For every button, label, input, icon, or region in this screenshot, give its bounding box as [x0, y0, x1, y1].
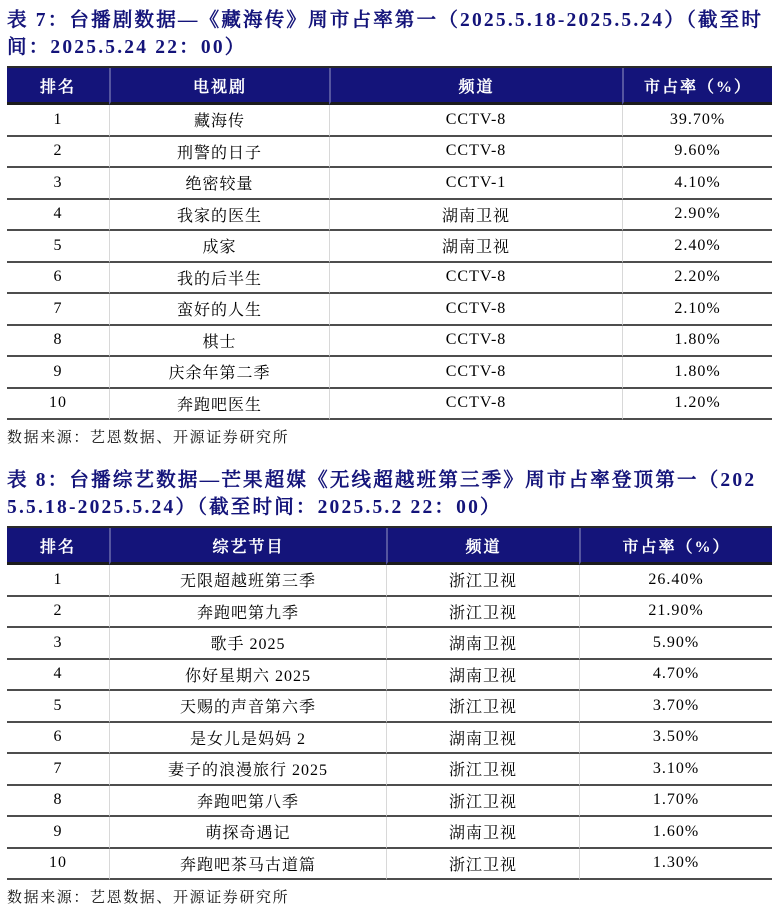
share-cell: 1.70%: [579, 786, 772, 818]
name-cell: 我的后半生: [109, 263, 329, 295]
rank-cell: 6: [7, 723, 109, 755]
table-row: [7, 628, 772, 660]
column-header-program: 综艺节目: [109, 528, 386, 565]
name-cell: 成家: [109, 231, 329, 263]
table-row: [7, 723, 772, 755]
column-header-rank: 排名: [7, 528, 109, 565]
name-cell: 棋士: [109, 326, 329, 358]
table-row: [7, 597, 772, 629]
channel-cell: 浙江卫视: [386, 754, 579, 786]
tv-drama-table-section: [7, 4, 772, 455]
share-cell: 2.90%: [622, 200, 772, 232]
table-row: [7, 849, 772, 881]
table-row: [7, 357, 772, 389]
name-cell: 萌探奇遇记: [109, 817, 386, 849]
rank-cell: 8: [7, 786, 109, 818]
column-header-rank: 排名: [7, 68, 109, 105]
name-cell: 绝密较量: [109, 168, 329, 200]
rank-cell: 6: [7, 263, 109, 295]
name-cell: 歌手 2025: [109, 628, 386, 660]
table-row: [7, 168, 772, 200]
name-cell: 我家的医生: [109, 200, 329, 232]
column-header-share: 市占率（%）: [579, 528, 772, 565]
column-header-drama: 电视剧: [109, 68, 329, 105]
channel-cell: CCTV-8: [329, 357, 622, 389]
table8-title: 表 8：台播综艺数据—芒果超媒《无线超越班第三季》周市占率登顶第一（2025.5.18-2025.5.24）（截至时间：2025.5.2 22：00）: [7, 470, 757, 518]
name-cell: 奔跑吧第九季: [109, 597, 386, 629]
share-cell: 21.90%: [579, 597, 772, 629]
rank-cell: 2: [7, 137, 109, 169]
table7-source-note: 数据来源：艺恩数据、开源证券研究所: [7, 430, 290, 446]
rank-cell: 3: [7, 628, 109, 660]
rank-cell: 9: [7, 357, 109, 389]
share-cell: 9.60%: [622, 137, 772, 169]
table-row: [7, 231, 772, 263]
table-row: [7, 389, 772, 421]
tv-drama-table: [7, 66, 772, 420]
table-row: [7, 137, 772, 169]
channel-cell: 浙江卫视: [386, 565, 579, 597]
name-cell: 妻子的浪漫旅行 2025: [109, 754, 386, 786]
rank-cell: 5: [7, 691, 109, 723]
table-header-row: [7, 528, 772, 565]
rank-cell: 10: [7, 849, 109, 881]
name-cell: 奔跑吧茶马古道篇: [109, 849, 386, 881]
channel-cell: CCTV-8: [329, 137, 622, 169]
rank-cell: 1: [7, 565, 109, 597]
share-cell: 26.40%: [579, 565, 772, 597]
variety-show-table: [7, 526, 772, 880]
name-cell: 蛮好的人生: [109, 294, 329, 326]
channel-cell: 湖南卫视: [386, 817, 579, 849]
rank-cell: 3: [7, 168, 109, 200]
channel-cell: CCTV-8: [329, 389, 622, 421]
channel-cell: CCTV-8: [329, 105, 622, 137]
share-cell: 3.70%: [579, 691, 772, 723]
name-cell: 无限超越班第三季: [109, 565, 386, 597]
rank-cell: 1: [7, 105, 109, 137]
channel-cell: 湖南卫视: [329, 200, 622, 232]
share-cell: 4.10%: [622, 168, 772, 200]
table8-source-note: 数据来源：艺恩数据、开源证券研究所: [7, 890, 290, 906]
table-row: [7, 200, 772, 232]
rank-cell: 5: [7, 231, 109, 263]
rank-cell: 2: [7, 597, 109, 629]
name-cell: 你好星期六 2025: [109, 660, 386, 692]
channel-cell: 湖南卫视: [386, 660, 579, 692]
share-cell: 1.80%: [622, 326, 772, 358]
channel-cell: CCTV-8: [329, 263, 622, 295]
channel-cell: 浙江卫视: [386, 849, 579, 881]
channel-cell: 浙江卫视: [386, 691, 579, 723]
table-row: [7, 817, 772, 849]
share-cell: 39.70%: [622, 105, 772, 137]
column-header-share: 市占率（%）: [622, 68, 772, 105]
share-cell: 3.10%: [579, 754, 772, 786]
name-cell: 庆余年第二季: [109, 357, 329, 389]
share-cell: 1.80%: [622, 357, 772, 389]
channel-cell: 湖南卫视: [329, 231, 622, 263]
channel-cell: 浙江卫视: [386, 786, 579, 818]
table-row: [7, 754, 772, 786]
channel-cell: 湖南卫视: [386, 628, 579, 660]
table-row: [7, 326, 772, 358]
table-row: [7, 660, 772, 692]
table-row: [7, 263, 772, 295]
channel-cell: CCTV-8: [329, 294, 622, 326]
name-cell: 藏海传: [109, 105, 329, 137]
name-cell: 刑警的日子: [109, 137, 329, 169]
column-header-channel: 频道: [386, 528, 579, 565]
rank-cell: 7: [7, 294, 109, 326]
share-cell: 2.10%: [622, 294, 772, 326]
table-header-row: [7, 68, 772, 105]
channel-cell: CCTV-8: [329, 326, 622, 358]
name-cell: 奔跑吧医生: [109, 389, 329, 421]
variety-show-table-section: [7, 464, 772, 915]
share-cell: 1.30%: [579, 849, 772, 881]
table-row: [7, 786, 772, 818]
channel-cell: CCTV-1: [329, 168, 622, 200]
table-row: [7, 105, 772, 137]
share-cell: 1.20%: [622, 389, 772, 421]
channel-cell: 湖南卫视: [386, 723, 579, 755]
name-cell: 奔跑吧第八季: [109, 786, 386, 818]
rank-cell: 8: [7, 326, 109, 358]
table-row: [7, 294, 772, 326]
name-cell: 是女儿是妈妈 2: [109, 723, 386, 755]
rank-cell: 4: [7, 660, 109, 692]
share-cell: 2.40%: [622, 231, 772, 263]
table7-title: 表 7：台播剧数据—《藏海传》周市占率第一（2025.5.18-2025.5.24）（截至时间：2025.5.24 22：00）: [7, 10, 764, 58]
rank-cell: 7: [7, 754, 109, 786]
rank-cell: 9: [7, 817, 109, 849]
channel-cell: 浙江卫视: [386, 597, 579, 629]
share-cell: 2.20%: [622, 263, 772, 295]
name-cell: 天赐的声音第六季: [109, 691, 386, 723]
table-row: [7, 691, 772, 723]
share-cell: 5.90%: [579, 628, 772, 660]
rank-cell: 4: [7, 200, 109, 232]
share-cell: 1.60%: [579, 817, 772, 849]
column-header-channel: 频道: [329, 68, 622, 105]
rank-cell: 10: [7, 389, 109, 421]
share-cell: 4.70%: [579, 660, 772, 692]
share-cell: 3.50%: [579, 723, 772, 755]
table-row: [7, 565, 772, 597]
